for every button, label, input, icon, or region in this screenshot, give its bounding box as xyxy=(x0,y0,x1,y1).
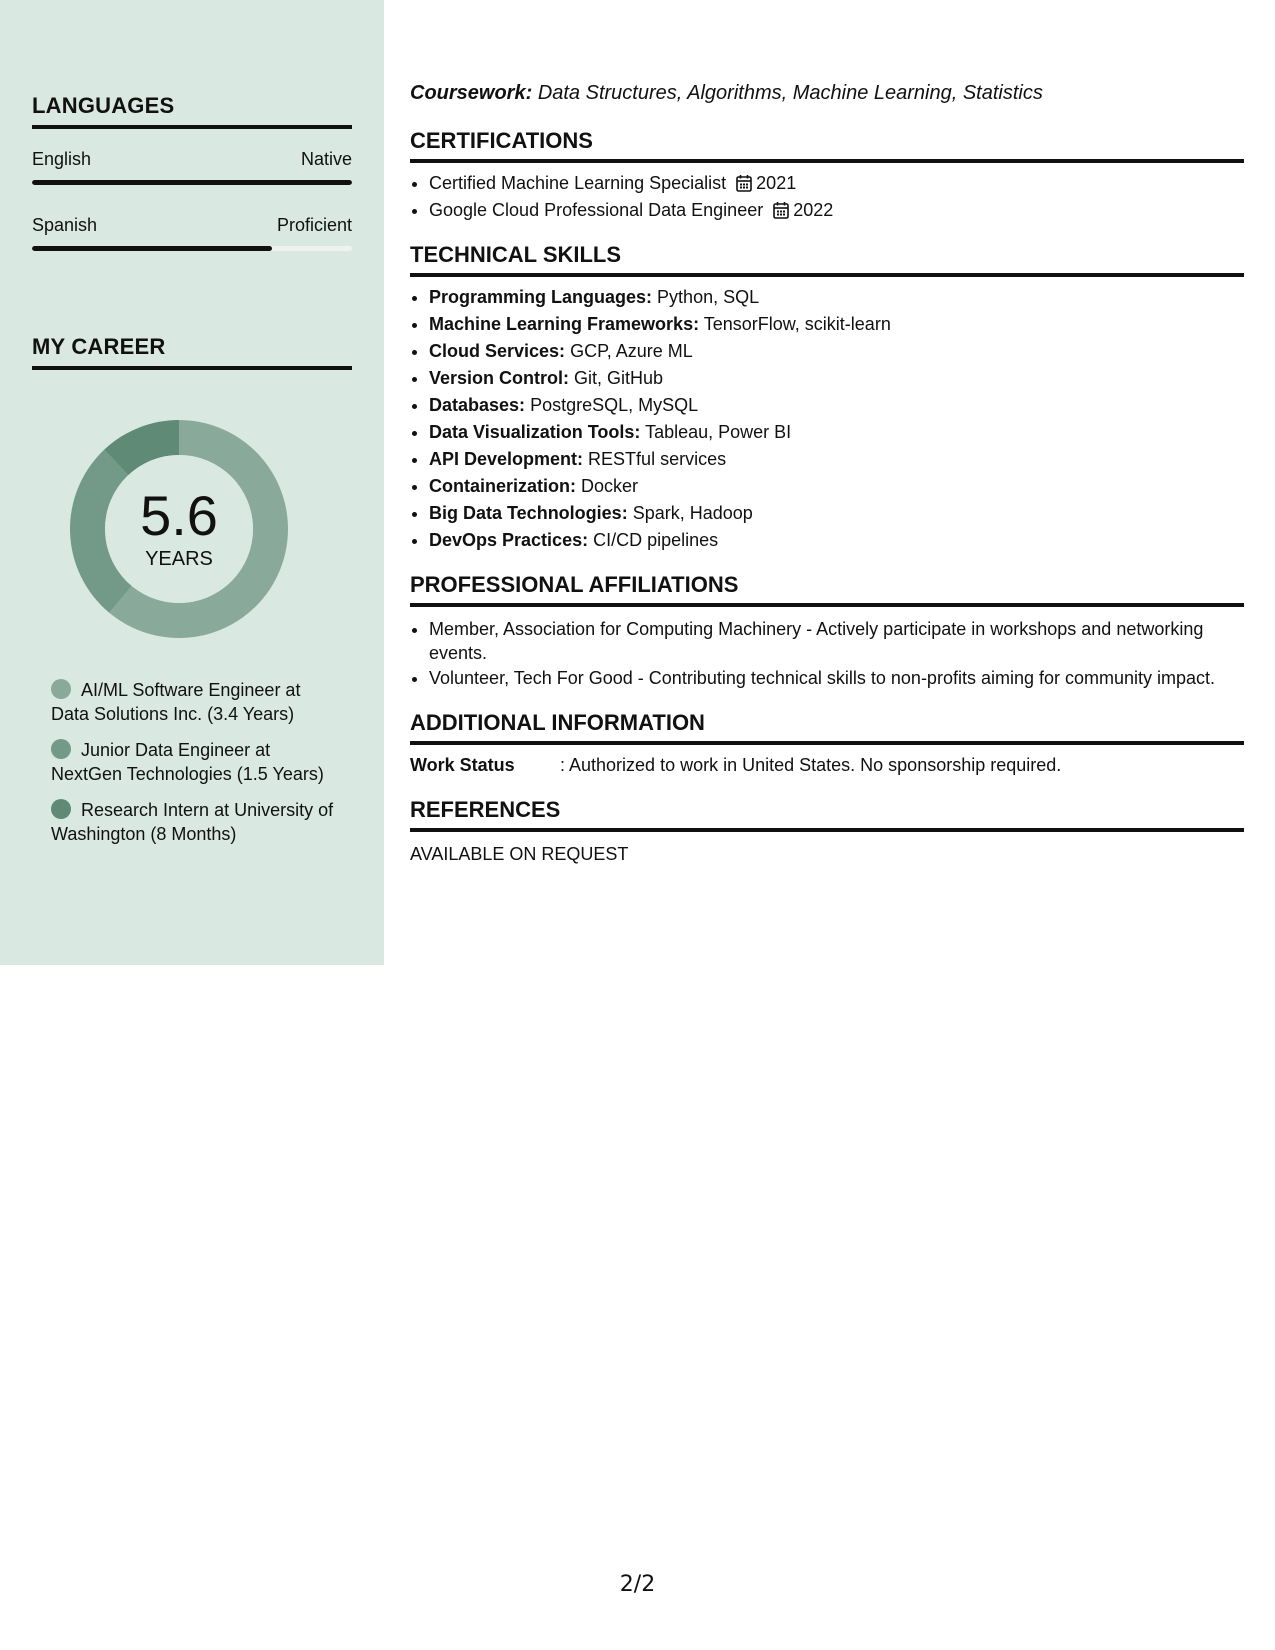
career-legend-label: Research Intern at University of Washington (8 Months) xyxy=(51,800,334,844)
legend-dot xyxy=(51,739,71,759)
certification-year: 2021 xyxy=(756,173,797,193)
references-text: AVAILABLE ON REQUEST xyxy=(410,844,629,864)
language-row-english xyxy=(32,149,352,170)
skill-label: Data Visualization Tools: xyxy=(429,422,641,442)
certification-name: Google Cloud Professional Data Engineer xyxy=(429,200,764,220)
skill-item xyxy=(429,501,1244,525)
skill-item xyxy=(429,420,1244,444)
skill-item xyxy=(429,339,1244,363)
skill-item xyxy=(429,474,1244,498)
career-legend-item xyxy=(51,738,336,786)
work-status-value: : Authorized to work in United States. No sponsorship required. xyxy=(560,755,1062,775)
career-legend-item xyxy=(51,798,336,846)
language-bar-spanish xyxy=(32,246,352,251)
career-total-value: 5.6 xyxy=(140,483,218,547)
legend-dot xyxy=(51,679,71,699)
skill-label: Big Data Technologies: xyxy=(429,503,628,523)
language-bar-fill xyxy=(32,180,352,185)
legend-dot xyxy=(51,799,71,819)
language-row-spanish xyxy=(32,215,352,236)
skill-label: Machine Learning Frameworks: xyxy=(429,314,700,334)
skill-label: DevOps Practices: xyxy=(429,530,589,550)
coursework xyxy=(410,80,1244,106)
languages-section xyxy=(32,93,352,251)
coursework-text: Data Structures, Algorithms, Machine Learning, Statistics xyxy=(537,82,1043,104)
career-legend-item xyxy=(51,678,336,726)
affiliation-item: • Volunteer, Tech For Good - Contributing technical skills to non-profits aiming for community impact. xyxy=(429,666,1244,690)
career-total-unit: YEARS xyxy=(145,547,213,570)
donut-center xyxy=(66,416,292,642)
skills-list xyxy=(410,285,1244,552)
skill-value: RESTful services xyxy=(588,449,727,469)
language-name: English xyxy=(32,149,92,169)
career-heading: MY CAREER xyxy=(32,334,352,370)
skill-item xyxy=(429,366,1244,390)
skill-item xyxy=(429,393,1244,417)
skill-label: Databases: xyxy=(429,395,526,415)
page-number: 2/2 xyxy=(619,1572,656,1597)
skill-value: Tableau, Power BI xyxy=(645,422,792,442)
language-bar-english xyxy=(32,180,352,185)
career-section xyxy=(32,334,352,370)
calendar-icon xyxy=(773,201,789,219)
skill-label: Version Control: xyxy=(429,368,570,388)
skill-item xyxy=(429,312,1244,336)
work-status-label: Work Status xyxy=(410,755,515,775)
career-legend xyxy=(51,678,336,858)
skill-value: Python, SQL xyxy=(657,287,760,307)
sidebar xyxy=(0,0,384,965)
languages-heading: LANGUAGES xyxy=(32,93,352,129)
skill-label: Cloud Services: xyxy=(429,341,566,361)
skill-value: GCP, Azure ML xyxy=(570,341,693,361)
work-status-row xyxy=(410,753,1244,777)
language-name: Spanish xyxy=(32,215,98,235)
skill-item xyxy=(429,528,1244,552)
skill-item xyxy=(429,285,1244,309)
skill-label: Containerization: xyxy=(429,476,576,496)
affiliations-list xyxy=(410,617,1244,690)
language-level: Native xyxy=(300,149,352,169)
certifications-heading: CERTIFICATIONS xyxy=(410,128,1244,163)
language-bar-fill xyxy=(32,246,272,251)
certification-item xyxy=(429,198,1244,222)
certification-item xyxy=(429,171,1244,195)
career-donut-chart xyxy=(66,416,292,642)
skills-heading: TECHNICAL SKILLS xyxy=(410,242,1244,277)
skill-item xyxy=(429,447,1244,471)
career-legend-label: Junior Data Engineer at NextGen Technologies (1.5 Years) xyxy=(51,740,324,784)
skill-value: Docker xyxy=(581,476,639,496)
affiliation-item: • Member, Association for Computing Machinery - Actively participate in workshops and networking events. xyxy=(429,617,1244,665)
skill-value: CI/CD pipelines xyxy=(593,530,719,550)
skill-value: TensorFlow, scikit-learn xyxy=(703,314,891,334)
references-heading: REFERENCES xyxy=(410,797,1244,832)
skill-value: Git, GitHub xyxy=(574,368,664,388)
skill-value: PostgreSQL, MySQL xyxy=(530,395,699,415)
calendar-icon xyxy=(736,174,752,192)
additional-info-heading: ADDITIONAL INFORMATION xyxy=(410,710,1244,745)
certification-name: Certified Machine Learning Specialist xyxy=(429,173,727,193)
certification-year: 2022 xyxy=(793,200,834,220)
skill-value: Spark, Hadoop xyxy=(632,503,753,523)
skill-label: API Development: xyxy=(429,449,584,469)
coursework-label: Coursework: xyxy=(410,82,533,104)
career-legend-label: AI/ML Software Engineer at Data Solutions Inc. (3.4 Years) xyxy=(51,680,301,724)
affiliations-heading: PROFESSIONAL AFFILIATIONS xyxy=(410,572,1244,607)
language-level: Proficient xyxy=(276,215,352,235)
main-content xyxy=(410,80,1244,866)
skill-label: Programming Languages: xyxy=(429,287,653,307)
certifications-list xyxy=(410,171,1244,222)
